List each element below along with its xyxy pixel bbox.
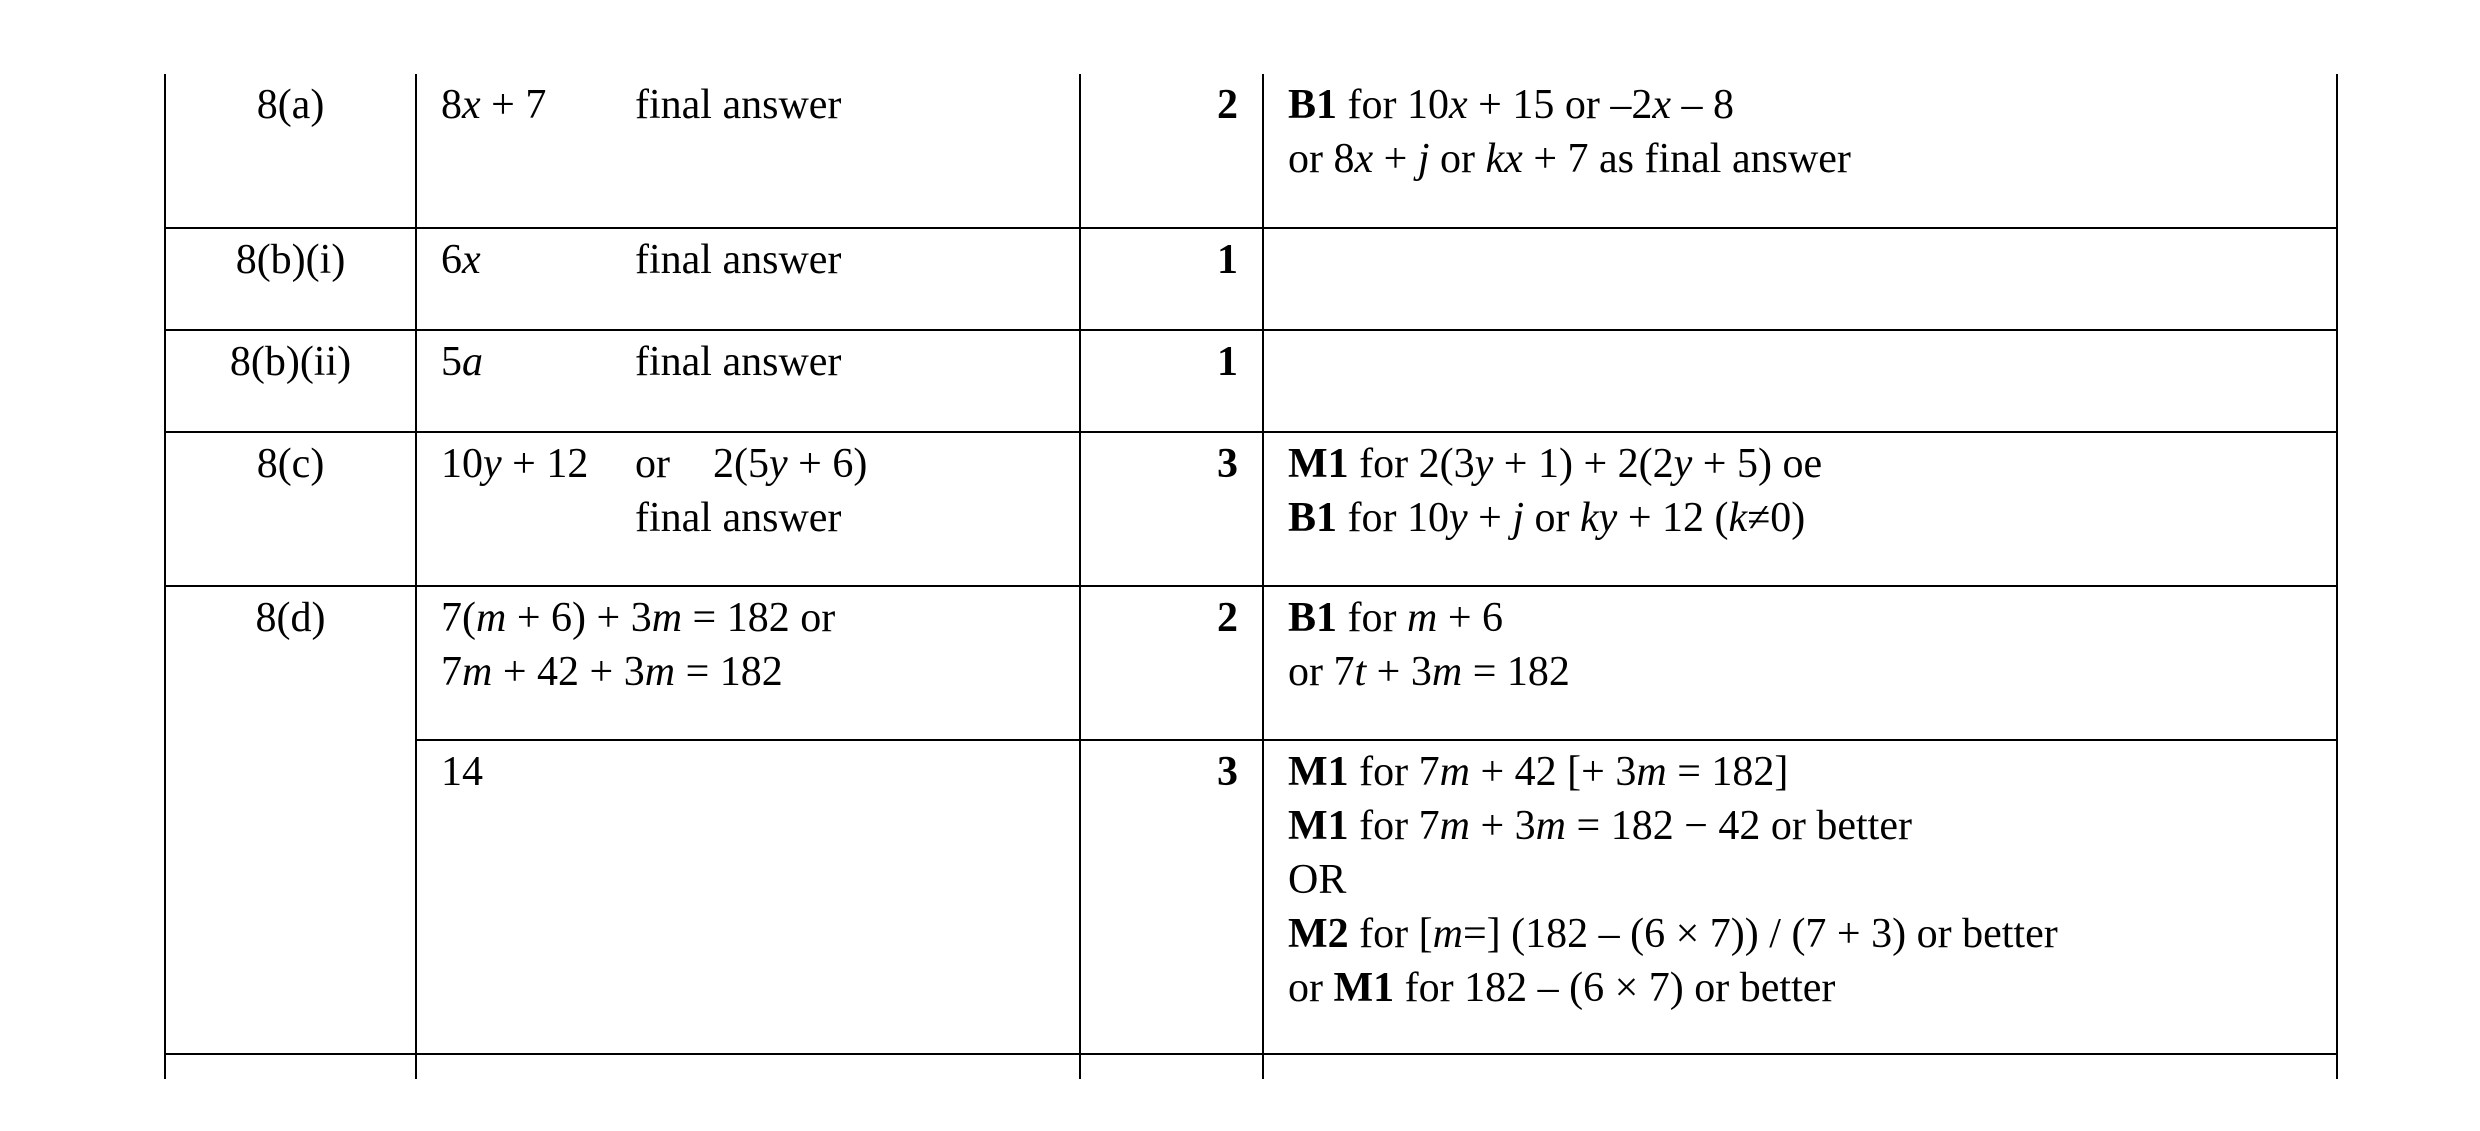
empty-cell xyxy=(416,1054,1080,1079)
answer-note: final answer xyxy=(635,495,842,541)
table-row xyxy=(165,74,2337,228)
guidance-line: M1 for 7m + 3m = 182 − 42 or better xyxy=(1288,803,1912,849)
answer-or: or xyxy=(635,441,670,487)
question-number: 8(b)(i) xyxy=(165,228,416,330)
answer-expression: 5a xyxy=(441,339,483,385)
answer-cell xyxy=(416,740,1080,1054)
guidance-cell xyxy=(1263,330,2337,432)
answer-cell xyxy=(416,586,1080,740)
marks-cell: 2 xyxy=(1080,586,1263,740)
guidance-cell xyxy=(1263,228,2337,330)
answer-expression: 6x xyxy=(441,237,481,283)
table-row xyxy=(165,740,2337,1054)
answer-line: 7m + 42 + 3m = 182 xyxy=(441,649,783,695)
answer-note: final answer xyxy=(635,237,842,283)
guidance-line: or 8x + j or kx + 7 as final answer xyxy=(1288,136,1851,182)
guidance-line: or 7t + 3m = 182 xyxy=(1288,649,1570,695)
guidance-line: B1 for 10y + j or ky + 12 (k≠0) xyxy=(1288,495,1806,541)
marks-cell: 3 xyxy=(1080,432,1263,586)
guidance-line: B1 for m + 6 xyxy=(1288,595,1504,641)
guidance-line: M1 for 2(3y + 1) + 2(2y + 5) oe xyxy=(1288,441,1823,487)
guidance-line: M2 for [m=] (182 – (6 × 7)) / (7 + 3) or better xyxy=(1288,911,2058,957)
table-row xyxy=(165,330,2337,432)
table-row xyxy=(165,586,2337,740)
answer-expression: 10y + 12 xyxy=(441,441,589,487)
answer-line: 14 xyxy=(441,749,483,795)
table-row-continued xyxy=(165,1054,2337,1079)
empty-cell xyxy=(1080,1054,1263,1079)
guidance-cell xyxy=(1263,74,2337,228)
empty-cell xyxy=(165,1054,416,1079)
answer-note: final answer xyxy=(635,339,842,385)
marks-cell: 2 xyxy=(1080,74,1263,228)
guidance-cell xyxy=(1263,740,2337,1054)
question-number: 8(b)(ii) xyxy=(165,330,416,432)
guidance-line: OR xyxy=(1288,857,1347,903)
question-number: 8(d) xyxy=(165,586,416,1054)
guidance-line: or M1 for 182 – (6 × 7) or better xyxy=(1288,965,1836,1011)
empty-cell xyxy=(1263,1054,2337,1079)
answer-line: 7(m + 6) + 3m = 182 or xyxy=(441,595,836,641)
answer-expression: 8x + 7 xyxy=(441,82,547,128)
guidance-cell xyxy=(1263,432,2337,586)
mark-scheme-table xyxy=(164,74,2338,1079)
question-number: 8(c) xyxy=(165,432,416,586)
answer-alternative: 2(5y + 6) xyxy=(713,441,868,487)
table-row xyxy=(165,432,2337,586)
marks-cell: 1 xyxy=(1080,330,1263,432)
question-number: 8(a) xyxy=(165,74,416,228)
answer-note: final answer xyxy=(635,82,842,128)
guidance-line: M1 for 7m + 42 [+ 3m = 182] xyxy=(1288,749,1789,795)
marks-cell: 3 xyxy=(1080,740,1263,1054)
answer-cell xyxy=(416,432,1080,586)
table-row xyxy=(165,228,2337,330)
answer-cell xyxy=(416,330,1080,432)
marks-cell: 1 xyxy=(1080,228,1263,330)
guidance-cell xyxy=(1263,586,2337,740)
guidance-line: B1 for 10x + 15 or –2x – 8 xyxy=(1288,82,1734,128)
answer-cell xyxy=(416,74,1080,228)
answer-cell xyxy=(416,228,1080,330)
